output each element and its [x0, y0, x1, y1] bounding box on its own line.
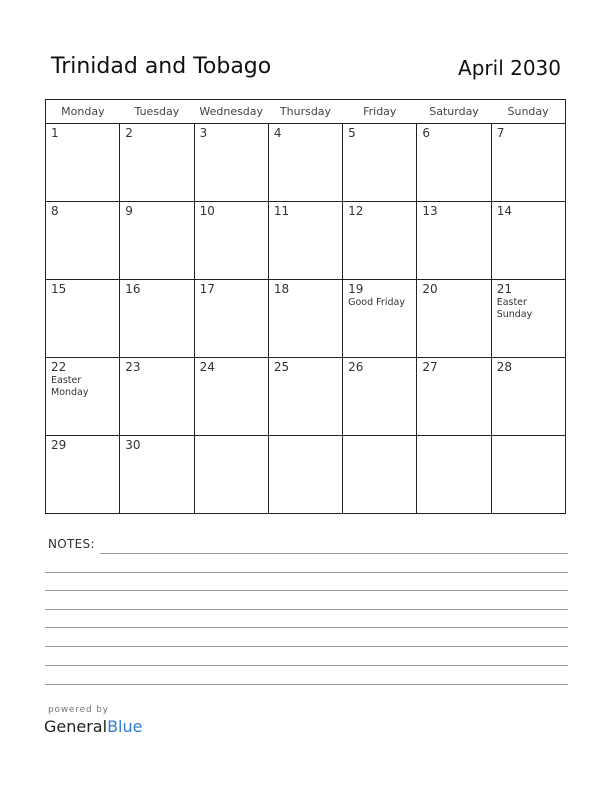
day-cell — [417, 124, 491, 202]
day-number: 15 — [51, 282, 67, 296]
day-cell — [120, 202, 194, 280]
day-cell — [46, 202, 120, 280]
day-cell — [343, 358, 417, 436]
day-cell-holiday — [491, 280, 565, 358]
day-cell — [343, 124, 417, 202]
day-number: 13 — [422, 204, 438, 218]
day-cell — [417, 280, 491, 358]
day-number: 5 — [348, 126, 356, 140]
day-number: 21 — [496, 282, 512, 296]
day-number: 8 — [51, 204, 59, 218]
day-cell — [46, 124, 120, 202]
day-cell-holiday — [343, 280, 417, 358]
day-cell — [491, 202, 565, 280]
weekday-header-row — [46, 100, 566, 124]
day-cell — [268, 280, 342, 358]
week-row — [46, 436, 566, 514]
day-number: 23 — [125, 360, 141, 374]
day-cell — [194, 124, 268, 202]
country-title: Trinidad and Tobago — [51, 54, 272, 79]
day-cell-empty — [417, 436, 491, 514]
day-number: 26 — [348, 360, 364, 374]
day-cell — [194, 280, 268, 358]
day-number: 11 — [273, 204, 290, 218]
note-line — [45, 665, 568, 666]
day-number: 24 — [199, 360, 215, 374]
day-number: 10 — [199, 204, 215, 218]
week-row — [46, 124, 566, 202]
holiday-label-line2: Monday — [51, 387, 89, 398]
note-line — [45, 590, 568, 591]
day-cell — [343, 202, 417, 280]
day-number: 28 — [496, 360, 512, 374]
day-cell — [491, 358, 565, 436]
day-number: 16 — [125, 282, 141, 296]
day-number: 14 — [496, 204, 512, 218]
day-cell — [120, 124, 194, 202]
week-row — [46, 202, 566, 280]
day-cell — [268, 124, 342, 202]
generalblue-logo[interactable] — [44, 717, 142, 736]
day-number: 4 — [273, 126, 282, 140]
note-line — [45, 646, 568, 647]
day-cell — [194, 202, 268, 280]
note-line — [45, 609, 568, 610]
day-number: 9 — [125, 204, 133, 218]
day-cell-empty — [268, 436, 342, 514]
day-number: 18 — [273, 282, 290, 296]
day-cell — [46, 280, 120, 358]
note-line — [45, 627, 568, 628]
day-number: 2 — [125, 126, 133, 140]
day-cell — [491, 124, 565, 202]
notes-label: NOTES: — [48, 537, 95, 551]
day-cell — [417, 358, 491, 436]
day-number: 17 — [199, 282, 215, 296]
day-cell — [120, 280, 194, 358]
day-cell — [120, 358, 194, 436]
day-cell — [417, 202, 491, 280]
calendar-grid — [45, 99, 566, 514]
holiday-label-line2: Sunday — [496, 309, 533, 320]
holiday-label: Good Friday — [348, 297, 405, 308]
weekday-sunday: Sunday — [491, 100, 565, 124]
note-line — [45, 684, 568, 685]
day-number: 27 — [422, 360, 438, 374]
week-row — [46, 358, 566, 436]
weekday-saturday: Saturday — [417, 100, 491, 124]
day-cell-holiday — [46, 358, 120, 436]
day-number: 22 — [51, 360, 67, 374]
day-number: 30 — [125, 438, 141, 452]
day-cell — [194, 358, 268, 436]
weekday-tuesday: Tuesday — [120, 100, 194, 124]
day-cell — [120, 436, 194, 514]
note-line — [100, 553, 568, 554]
day-number: 7 — [496, 126, 505, 140]
day-number: 6 — [422, 126, 431, 140]
weekday-friday: Friday — [343, 100, 417, 124]
day-cell — [268, 358, 342, 436]
holiday-label-line1: Easter — [51, 375, 82, 386]
day-cell — [46, 436, 120, 514]
weekday-wednesday: Wednesday — [194, 100, 268, 124]
day-cell-empty — [194, 436, 268, 514]
week-row — [46, 280, 566, 358]
day-cell-empty — [491, 436, 565, 514]
day-number: 1 — [51, 126, 59, 140]
month-year-title: April 2030 — [458, 56, 561, 80]
powered-by-text: powered by — [48, 705, 109, 715]
holiday-label-line1: Easter — [496, 297, 527, 308]
day-number: 3 — [199, 126, 208, 140]
day-number: 12 — [348, 204, 364, 218]
weekday-monday: Monday — [46, 100, 120, 124]
day-number: 19 — [348, 282, 364, 296]
brand-blue: Blue — [107, 717, 143, 736]
day-number: 20 — [422, 282, 438, 296]
day-number: 29 — [51, 438, 67, 452]
day-cell — [268, 202, 342, 280]
note-line — [45, 572, 568, 573]
weekday-thursday: Thursday — [268, 100, 342, 124]
day-number: 25 — [273, 360, 290, 374]
brand-general: General — [44, 717, 108, 736]
day-cell-empty — [343, 436, 417, 514]
